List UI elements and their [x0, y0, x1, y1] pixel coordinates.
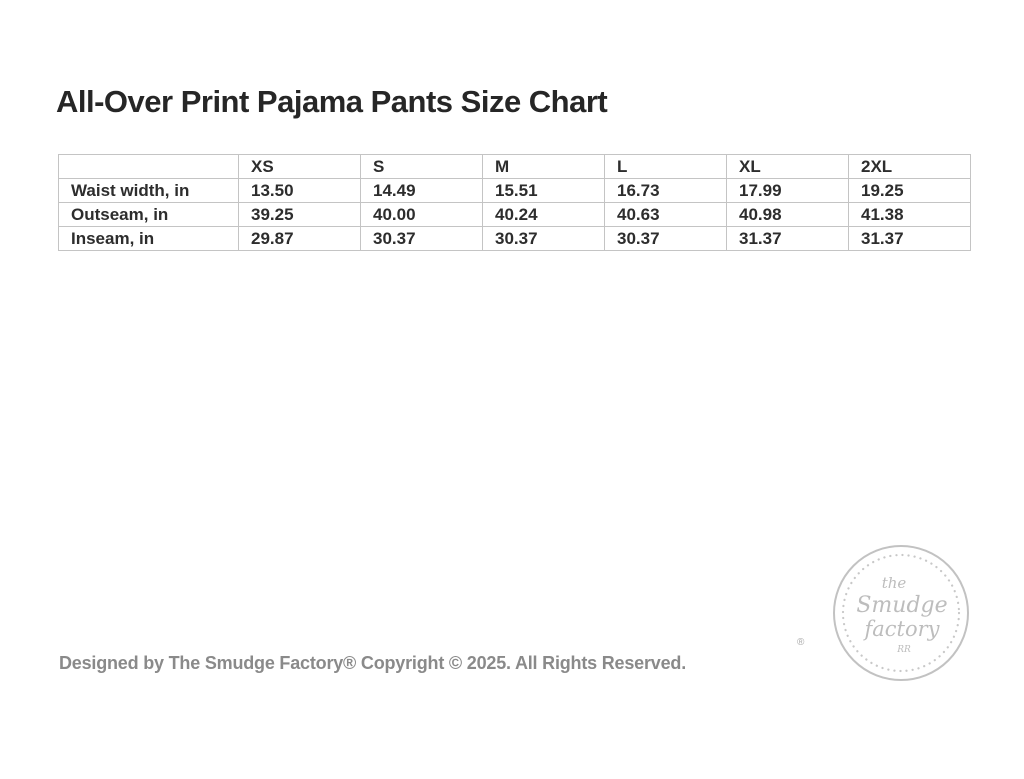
header-cell-xs: XS — [239, 155, 361, 179]
table-row — [59, 203, 971, 227]
row-label: Waist width, in — [59, 179, 239, 203]
table-row — [59, 179, 971, 203]
header-cell-m: M — [483, 155, 605, 179]
table-cell: 30.37 — [483, 227, 605, 251]
copyright-footer: Designed by The Smudge Factory® Copyright © 2025. All Rights Reserved. — [59, 653, 687, 673]
table-cell: 30.37 — [361, 227, 483, 251]
table-cell: 16.73 — [605, 179, 727, 203]
header-cell-2xl: 2XL — [849, 155, 971, 179]
table-cell: 15.51 — [483, 179, 605, 203]
size-chart-table — [58, 154, 971, 251]
table-cell: 13.50 — [239, 179, 361, 203]
table-cell: 14.49 — [361, 179, 483, 203]
logo-line-factory: factory — [864, 617, 940, 641]
table-cell: 29.87 — [239, 227, 361, 251]
header-cell-xl: XL — [727, 155, 849, 179]
table-cell: 30.37 — [605, 227, 727, 251]
header-cell-l: L — [605, 155, 727, 179]
row-label: Outseam, in — [59, 203, 239, 227]
table-cell: 41.38 — [849, 203, 971, 227]
table-cell: 19.25 — [849, 179, 971, 203]
logo-initials: RR — [897, 645, 911, 655]
row-label: Inseam, in — [59, 227, 239, 251]
table-cell: 40.24 — [483, 203, 605, 227]
table-cell: 17.99 — [727, 179, 849, 203]
table-cell: 40.00 — [361, 203, 483, 227]
table-cell: 31.37 — [849, 227, 971, 251]
smudge-factory-logo — [832, 544, 970, 682]
table-cell: 39.25 — [239, 203, 361, 227]
table-cell: 31.37 — [727, 227, 849, 251]
table-cell: 40.98 — [727, 203, 849, 227]
page-title: All-Over Print Pajama Pants Size Chart — [56, 84, 608, 119]
header-cell-empty — [59, 155, 239, 179]
header-cell-s: S — [361, 155, 483, 179]
table-cell: 40.63 — [605, 203, 727, 227]
registered-mark: ® — [797, 637, 805, 648]
table-header-row — [59, 155, 971, 179]
table-row — [59, 227, 971, 251]
logo-line-smudge: Smudge — [856, 593, 948, 618]
logo-line-the: the — [881, 574, 907, 592]
